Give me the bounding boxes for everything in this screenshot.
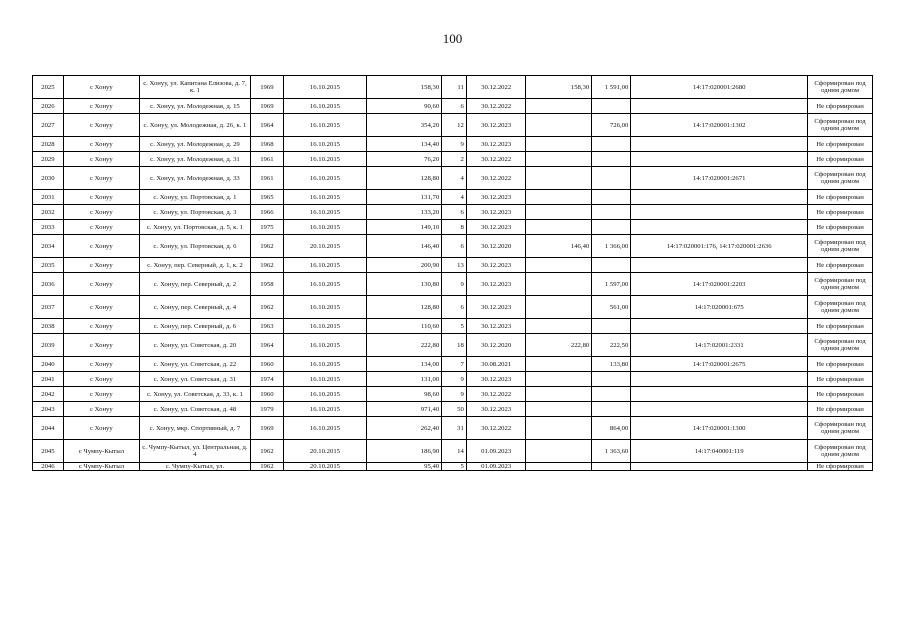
cell-cadastral-number bbox=[631, 190, 808, 205]
cell-year: 1962 bbox=[250, 463, 283, 471]
cell-cost bbox=[592, 152, 631, 167]
cell-address: с. Хонуу, ул. Портовская, д. 5, к. 1 bbox=[139, 220, 250, 235]
cell-cost bbox=[592, 402, 631, 417]
cell-cost bbox=[592, 99, 631, 114]
cell-land-status: Сформирован под одним домом bbox=[808, 440, 873, 463]
cell-year: 1960 bbox=[250, 387, 283, 402]
cell-deadline: 30.08.2021 bbox=[466, 357, 526, 372]
table-row bbox=[33, 319, 873, 334]
cell-cost bbox=[592, 258, 631, 273]
cell-area: 90,60 bbox=[367, 99, 442, 114]
cell-units: 13 bbox=[442, 258, 467, 273]
cell-cadastral-number: 14:17:020001:1300 bbox=[631, 417, 808, 440]
cell-date: 16.10.2015 bbox=[283, 152, 366, 167]
cell-land-status: Не сформирован bbox=[808, 319, 873, 334]
cell-cadastral-number bbox=[631, 319, 808, 334]
cell-address: с. Хонуу, ул. Капитана Елизова, д. 7, к. 1 bbox=[139, 76, 250, 99]
cell-deadline: 30.12.2022 bbox=[466, 76, 526, 99]
table-row bbox=[33, 235, 873, 258]
cell-cost: 1 366,00 bbox=[592, 235, 631, 258]
cell-area: 134,00 bbox=[367, 357, 442, 372]
cell-settlement: с Хонуу bbox=[63, 319, 139, 334]
cell-cadastral-number bbox=[631, 387, 808, 402]
page-number: 100 bbox=[442, 31, 463, 46]
cell-units: 18 bbox=[442, 334, 467, 357]
cell-year: 1963 bbox=[250, 319, 283, 334]
cell-cost: 561,00 bbox=[592, 296, 631, 319]
cell-number: 2043 bbox=[33, 402, 64, 417]
cell-land-status: Сформирован под одним домом bbox=[808, 296, 873, 319]
cell-cadastral-number bbox=[631, 463, 808, 471]
cell-cadastral-number: 14:17:020001:675 bbox=[631, 296, 808, 319]
cell-number: 2045 bbox=[33, 440, 64, 463]
table-row bbox=[33, 76, 873, 99]
cell-number: 2027 bbox=[33, 114, 64, 137]
cell-address: с. Хонуу, мкр. Спортивный, д. 7 bbox=[139, 417, 250, 440]
cell-year: 1964 bbox=[250, 114, 283, 137]
cell-cadastral-number: 14:17:040001:119 bbox=[631, 440, 808, 463]
cell-area: 95,40 bbox=[367, 463, 442, 471]
cell-cost bbox=[592, 205, 631, 220]
cell-area: 128,80 bbox=[367, 167, 442, 190]
cell-land-status: Не сформирован bbox=[808, 205, 873, 220]
cell-land-status: Не сформирован bbox=[808, 372, 873, 387]
cell-year: 1969 bbox=[250, 417, 283, 440]
cell-settlement: с Хонуу bbox=[63, 114, 139, 137]
cell-cost: 726,00 bbox=[592, 114, 631, 137]
cell-units: 8 bbox=[442, 220, 467, 235]
cell-settlement: с Хонуу bbox=[63, 296, 139, 319]
table-row bbox=[33, 372, 873, 387]
cell-resettled-area bbox=[526, 463, 592, 471]
cell-resettled-area bbox=[526, 190, 592, 205]
cell-cadastral-number bbox=[631, 220, 808, 235]
cell-cost bbox=[592, 137, 631, 152]
cell-date: 16.10.2015 bbox=[283, 99, 366, 114]
cell-settlement: с Хонуу bbox=[63, 152, 139, 167]
table-row bbox=[33, 167, 873, 190]
cell-resettled-area bbox=[526, 205, 592, 220]
cell-year: 1974 bbox=[250, 372, 283, 387]
cell-date: 16.10.2015 bbox=[283, 273, 366, 296]
cell-address: с. Хонуу, ул. Молодежная, д. 33 bbox=[139, 167, 250, 190]
cell-cost bbox=[592, 387, 631, 402]
cell-date: 16.10.2015 bbox=[283, 220, 366, 235]
cell-date: 16.10.2015 bbox=[283, 190, 366, 205]
cell-deadline: 30.12.2023 bbox=[466, 296, 526, 319]
cell-number: 2046 bbox=[33, 463, 64, 471]
cell-year: 1965 bbox=[250, 190, 283, 205]
cell-number: 2039 bbox=[33, 334, 64, 357]
cell-address: с. Хонуу, ул. Молодежная, д. 29 bbox=[139, 137, 250, 152]
cell-resettled-area bbox=[526, 417, 592, 440]
cell-cost bbox=[592, 167, 631, 190]
cell-units: 6 bbox=[442, 296, 467, 319]
cell-cost bbox=[592, 319, 631, 334]
cell-number: 2032 bbox=[33, 205, 64, 220]
cell-address: с. Чумпу-Кытыл, ул. Центральная, д. 4 bbox=[139, 440, 250, 463]
cell-land-status: Сформирован под одним домом bbox=[808, 417, 873, 440]
cell-land-status: Сформирован под одним домом bbox=[808, 235, 873, 258]
cell-cost: 1 597,00 bbox=[592, 273, 631, 296]
cell-address: с. Хонуу, ул. Советская, д. 33, к. 1 bbox=[139, 387, 250, 402]
cell-year: 1962 bbox=[250, 258, 283, 273]
cell-cost bbox=[592, 372, 631, 387]
cell-address: с. Хонуу, пер. Северный, д. 4 bbox=[139, 296, 250, 319]
cell-cost bbox=[592, 220, 631, 235]
table-row bbox=[33, 463, 873, 471]
table-row bbox=[33, 152, 873, 167]
cell-number: 2040 bbox=[33, 357, 64, 372]
cell-cadastral-number bbox=[631, 99, 808, 114]
cell-resettled-area: 146,40 bbox=[526, 235, 592, 258]
table-row bbox=[33, 99, 873, 114]
cell-settlement: с Хонуу bbox=[63, 417, 139, 440]
cell-settlement: с Хонуу bbox=[63, 372, 139, 387]
cell-area: 222,80 bbox=[367, 334, 442, 357]
cell-number: 2038 bbox=[33, 319, 64, 334]
cell-area: 158,30 bbox=[367, 76, 442, 99]
cell-units: 12 bbox=[442, 114, 467, 137]
cell-deadline: 01.09.2023 bbox=[466, 440, 526, 463]
cell-address: с. Хонуу, ул. Советская, д. 22 bbox=[139, 357, 250, 372]
cell-deadline: 30.12.2023 bbox=[466, 319, 526, 334]
cell-cadastral-number: 14:17:020001:2675 bbox=[631, 357, 808, 372]
cell-date: 16.10.2015 bbox=[283, 137, 366, 152]
cell-settlement: с Хонуу bbox=[63, 402, 139, 417]
cell-year: 1969 bbox=[250, 99, 283, 114]
cell-deadline: 30.12.2023 bbox=[466, 258, 526, 273]
table-row bbox=[33, 440, 873, 463]
cell-units: 5 bbox=[442, 319, 467, 334]
cell-settlement: с Хонуу bbox=[63, 357, 139, 372]
cell-land-status: Не сформирован bbox=[808, 387, 873, 402]
cell-area: 110,60 bbox=[367, 319, 442, 334]
cell-year: 1962 bbox=[250, 440, 283, 463]
cell-number: 2036 bbox=[33, 273, 64, 296]
cell-number: 2033 bbox=[33, 220, 64, 235]
cell-units: 31 bbox=[442, 417, 467, 440]
table-row bbox=[33, 296, 873, 319]
cell-area: 200,90 bbox=[367, 258, 442, 273]
table-row bbox=[33, 402, 873, 417]
cell-address: с. Хонуу, пер. Северный, д. 1, к. 2 bbox=[139, 258, 250, 273]
cell-deadline: 30.12.2022 bbox=[466, 99, 526, 114]
cell-resettled-area bbox=[526, 387, 592, 402]
cell-area: 146,40 bbox=[367, 235, 442, 258]
cell-cost bbox=[592, 463, 631, 471]
cell-resettled-area bbox=[526, 99, 592, 114]
table-row bbox=[33, 273, 873, 296]
cell-cost: 864,00 bbox=[592, 417, 631, 440]
cell-year: 1968 bbox=[250, 137, 283, 152]
cell-resettled-area: 158,30 bbox=[526, 76, 592, 99]
table-body bbox=[33, 76, 873, 471]
cell-deadline: 30.12.2023 bbox=[466, 137, 526, 152]
cell-date: 20.10.2015 bbox=[283, 440, 366, 463]
cell-cadastral-number bbox=[631, 152, 808, 167]
cell-resettled-area bbox=[526, 402, 592, 417]
cell-land-status: Сформирован под одним домом bbox=[808, 76, 873, 99]
cell-deadline: 30.12.2022 bbox=[466, 167, 526, 190]
cell-number: 2041 bbox=[33, 372, 64, 387]
cell-cadastral-number: 14:17:020001:176, 14:17:020001:2636 bbox=[631, 235, 808, 258]
cell-year: 1961 bbox=[250, 167, 283, 190]
cell-resettled-area bbox=[526, 357, 592, 372]
cell-settlement: с Хонуу bbox=[63, 273, 139, 296]
cell-land-status: Сформирован под одним домом bbox=[808, 273, 873, 296]
cell-settlement: с Чумпу-Кытыл bbox=[63, 440, 139, 463]
cell-area: 186,90 bbox=[367, 440, 442, 463]
cell-date: 20.10.2015 bbox=[283, 235, 366, 258]
cell-area: 971,40 bbox=[367, 402, 442, 417]
cell-address: с. Хонуу, ул. Портовская, д. 3 bbox=[139, 205, 250, 220]
cell-units: 9 bbox=[442, 137, 467, 152]
cell-resettled-area bbox=[526, 319, 592, 334]
cell-cadastral-number bbox=[631, 372, 808, 387]
cell-cost bbox=[592, 190, 631, 205]
cell-cadastral-number bbox=[631, 205, 808, 220]
cell-area: 76,20 bbox=[367, 152, 442, 167]
cell-deadline: 30.12.2023 bbox=[466, 114, 526, 137]
cell-land-status: Не сформирован bbox=[808, 137, 873, 152]
cell-cadastral-number bbox=[631, 258, 808, 273]
cell-year: 1964 bbox=[250, 334, 283, 357]
cell-land-status: Не сформирован bbox=[808, 463, 873, 471]
cell-date: 16.10.2015 bbox=[283, 417, 366, 440]
cell-number: 2034 bbox=[33, 235, 64, 258]
cell-address: с. Хонуу, ул. Портовская, д. 6 bbox=[139, 235, 250, 258]
cell-cadastral-number: 14:17:020001:2671 bbox=[631, 167, 808, 190]
cell-resettled-area bbox=[526, 114, 592, 137]
cell-resettled-area bbox=[526, 167, 592, 190]
cell-cadastral-number: 14:17:020001:2203 bbox=[631, 273, 808, 296]
cell-units: 5 bbox=[442, 463, 467, 471]
table-row bbox=[33, 137, 873, 152]
cell-area: 133,20 bbox=[367, 205, 442, 220]
cell-deadline: 30.12.2023 bbox=[466, 273, 526, 296]
cell-land-status: Сформирован под одним домом bbox=[808, 167, 873, 190]
cell-cost: 222,50 bbox=[592, 334, 631, 357]
cell-units: 11 bbox=[442, 76, 467, 99]
table-row bbox=[33, 357, 873, 372]
cell-area: 134,40 bbox=[367, 137, 442, 152]
cell-cadastral-number: 14:17:02001:2331 bbox=[631, 334, 808, 357]
cell-land-status: Не сформирован bbox=[808, 190, 873, 205]
cell-number: 2030 bbox=[33, 167, 64, 190]
cell-number: 2031 bbox=[33, 190, 64, 205]
cell-settlement: с Хонуу bbox=[63, 235, 139, 258]
cell-deadline: 30.12.2023 bbox=[466, 402, 526, 417]
cell-settlement: с Хонуу bbox=[63, 190, 139, 205]
cell-address: с. Хонуу, ул. Молодежная, д. 15 bbox=[139, 99, 250, 114]
cell-units: 4 bbox=[442, 167, 467, 190]
table-row bbox=[33, 258, 873, 273]
cell-area: 149,10 bbox=[367, 220, 442, 235]
cell-units: 6 bbox=[442, 205, 467, 220]
cell-area: 128,80 bbox=[367, 296, 442, 319]
cell-units: 6 bbox=[442, 235, 467, 258]
cell-area: 98,60 bbox=[367, 387, 442, 402]
cell-settlement: с Хонуу bbox=[63, 99, 139, 114]
cell-number: 2037 bbox=[33, 296, 64, 319]
cell-land-status: Сформирован под одним домом bbox=[808, 334, 873, 357]
cell-deadline: 30.12.2022 bbox=[466, 152, 526, 167]
cell-deadline: 30.12.2023 bbox=[466, 190, 526, 205]
cell-date: 16.10.2015 bbox=[283, 205, 366, 220]
cell-deadline: 30.12.2020 bbox=[466, 334, 526, 357]
cell-resettled-area bbox=[526, 296, 592, 319]
cell-deadline: 01.09.2023 bbox=[466, 463, 526, 471]
cell-resettled-area bbox=[526, 220, 592, 235]
table-row bbox=[33, 114, 873, 137]
cell-settlement: с Чумпу-Кытыл bbox=[63, 463, 139, 471]
table-row bbox=[33, 387, 873, 402]
housing-registry-table bbox=[32, 75, 873, 471]
cell-area: 131,00 bbox=[367, 372, 442, 387]
cell-number: 2042 bbox=[33, 387, 64, 402]
cell-date: 16.10.2015 bbox=[283, 319, 366, 334]
table-row bbox=[33, 220, 873, 235]
cell-address: с. Хонуу, ул. Молодежная, д. 26, к. 1 bbox=[139, 114, 250, 137]
cell-resettled-area bbox=[526, 152, 592, 167]
cell-land-status: Не сформирован bbox=[808, 357, 873, 372]
cell-units: 7 bbox=[442, 357, 467, 372]
cell-cadastral-number: 14:17:020001:1302 bbox=[631, 114, 808, 137]
cell-date: 16.10.2015 bbox=[283, 167, 366, 190]
cell-deadline: 30.12.2020 bbox=[466, 235, 526, 258]
cell-deadline: 30.12.2022 bbox=[466, 417, 526, 440]
cell-land-status: Не сформирован bbox=[808, 152, 873, 167]
cell-year: 1966 bbox=[250, 205, 283, 220]
cell-units: 9 bbox=[442, 273, 467, 296]
cell-cadastral-number bbox=[631, 137, 808, 152]
cell-year: 1979 bbox=[250, 402, 283, 417]
cell-address: с. Хонуу, пер. Северный, д. 2 bbox=[139, 273, 250, 296]
cell-date: 16.10.2015 bbox=[283, 334, 366, 357]
cell-number: 2028 bbox=[33, 137, 64, 152]
cell-number: 2026 bbox=[33, 99, 64, 114]
cell-units: 4 bbox=[442, 190, 467, 205]
cell-address: с. Хонуу, ул. Портовская, д. 1 bbox=[139, 190, 250, 205]
cell-year: 1960 bbox=[250, 357, 283, 372]
cell-land-status: Сформирован под одним домом bbox=[808, 114, 873, 137]
cell-date: 16.10.2015 bbox=[283, 357, 366, 372]
cell-land-status: Не сформирован bbox=[808, 402, 873, 417]
cell-date: 16.10.2015 bbox=[283, 258, 366, 273]
table-row bbox=[33, 190, 873, 205]
cell-deadline: 30.12.2023 bbox=[466, 220, 526, 235]
cell-cost: 1 591,00 bbox=[592, 76, 631, 99]
cell-year: 1969 bbox=[250, 76, 283, 99]
cell-deadline: 30.12.2022 bbox=[466, 387, 526, 402]
cell-year: 1962 bbox=[250, 296, 283, 319]
cell-date: 16.10.2015 bbox=[283, 296, 366, 319]
cell-resettled-area: 222,80 bbox=[526, 334, 592, 357]
cell-date: 20.10.2015 bbox=[283, 463, 366, 471]
cell-settlement: с Хонуу bbox=[63, 137, 139, 152]
table-row bbox=[33, 334, 873, 357]
cell-settlement: с Хонуу bbox=[63, 76, 139, 99]
cell-cost: 1 363,60 bbox=[592, 440, 631, 463]
cell-deadline: 30.12.2023 bbox=[466, 372, 526, 387]
cell-number: 2035 bbox=[33, 258, 64, 273]
cell-year: 1958 bbox=[250, 273, 283, 296]
cell-address: с. Хонуу, ул. Советская, д. 48 bbox=[139, 402, 250, 417]
cell-units: 9 bbox=[442, 387, 467, 402]
table-row bbox=[33, 205, 873, 220]
cell-resettled-area bbox=[526, 372, 592, 387]
cell-area: 354,20 bbox=[367, 114, 442, 137]
table-row bbox=[33, 417, 873, 440]
cell-settlement: с Хонуу bbox=[63, 205, 139, 220]
cell-settlement: с Хонуу bbox=[63, 167, 139, 190]
cell-units: 2 bbox=[442, 152, 467, 167]
cell-address: с. Чумпу-Кытыл, ул. bbox=[139, 463, 250, 471]
cell-units: 6 bbox=[442, 99, 467, 114]
cell-address: с. Хонуу, ул. Молодежная, д. 31 bbox=[139, 152, 250, 167]
cell-date: 16.10.2015 bbox=[283, 76, 366, 99]
cell-resettled-area bbox=[526, 258, 592, 273]
cell-units: 14 bbox=[442, 440, 467, 463]
cell-date: 16.10.2015 bbox=[283, 114, 366, 137]
cell-date: 16.10.2015 bbox=[283, 387, 366, 402]
cell-deadline: 30.12.2023 bbox=[466, 205, 526, 220]
cell-land-status: Не сформирован bbox=[808, 258, 873, 273]
cell-units: 50 bbox=[442, 402, 467, 417]
cell-date: 16.10.2015 bbox=[283, 402, 366, 417]
cell-cost: 133,80 bbox=[592, 357, 631, 372]
cell-address: с. Хонуу, пер. Северный, д. 6 bbox=[139, 319, 250, 334]
cell-address: с. Хонуу, ул. Советская, д. 31 bbox=[139, 372, 250, 387]
cell-cadastral-number: 14:17:020001:2680 bbox=[631, 76, 808, 99]
cell-area: 262,40 bbox=[367, 417, 442, 440]
cell-settlement: с Хонуу bbox=[63, 387, 139, 402]
cell-address: с. Хонуу, ул. Советская, д. 20 bbox=[139, 334, 250, 357]
cell-settlement: с Хонуу bbox=[63, 334, 139, 357]
cell-area: 130,80 bbox=[367, 273, 442, 296]
cell-settlement: с Хонуу bbox=[63, 220, 139, 235]
cell-cadastral-number bbox=[631, 402, 808, 417]
cell-year: 1962 bbox=[250, 235, 283, 258]
cell-year: 1975 bbox=[250, 220, 283, 235]
cell-resettled-area bbox=[526, 137, 592, 152]
cell-land-status: Не сформирован bbox=[808, 99, 873, 114]
cell-land-status: Не сформирован bbox=[808, 220, 873, 235]
cell-units: 9 bbox=[442, 372, 467, 387]
cell-settlement: с Хонуу bbox=[63, 258, 139, 273]
cell-resettled-area bbox=[526, 273, 592, 296]
cell-area: 131,70 bbox=[367, 190, 442, 205]
cell-number: 2029 bbox=[33, 152, 64, 167]
cell-number: 2044 bbox=[33, 417, 64, 440]
cell-number: 2025 bbox=[33, 76, 64, 99]
cell-date: 16.10.2015 bbox=[283, 372, 366, 387]
cell-year: 1961 bbox=[250, 152, 283, 167]
cell-resettled-area bbox=[526, 440, 592, 463]
